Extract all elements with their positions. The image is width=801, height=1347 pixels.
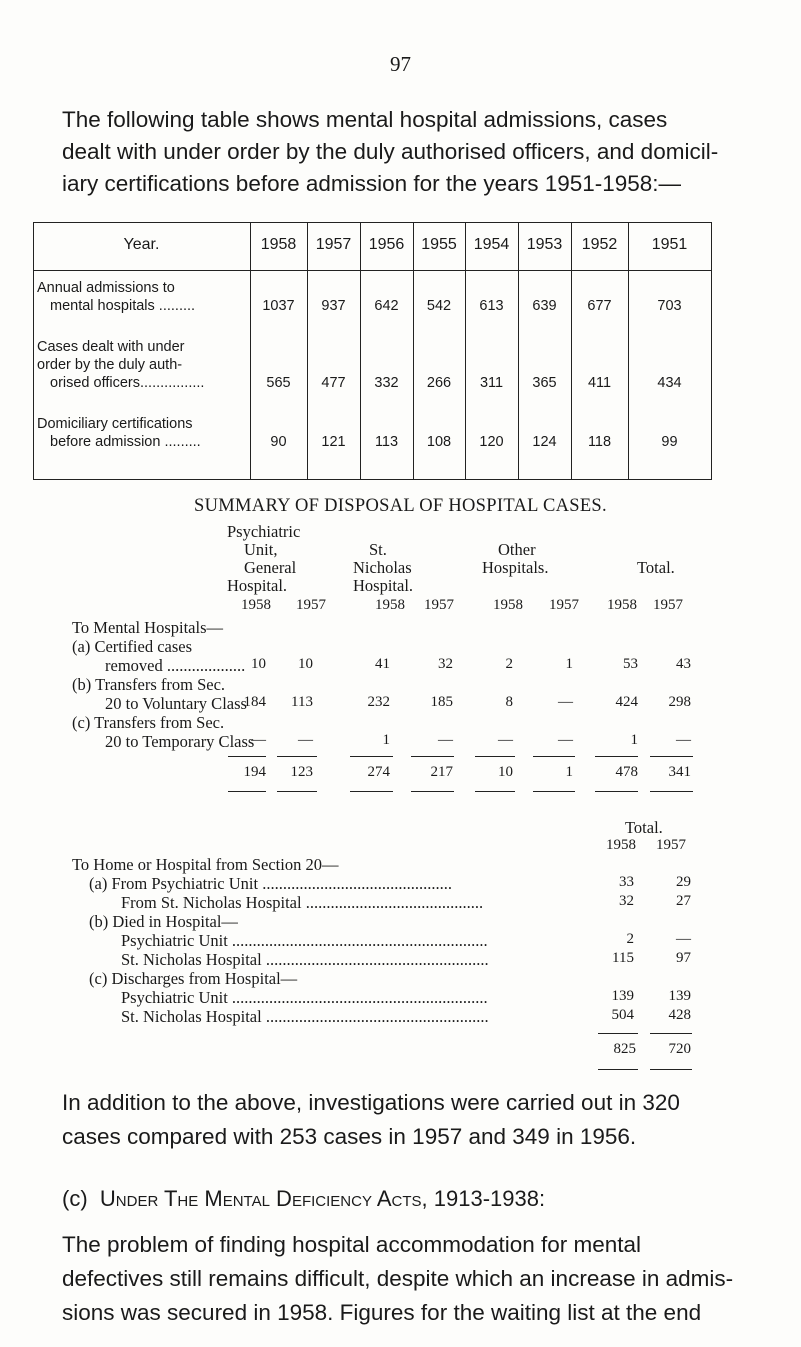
summary-cell: 2 [505,656,513,672]
summary-cell: 1 [565,656,573,672]
summary-cell: 32 [438,656,453,672]
year-header: 1951 [651,236,688,253]
intro-line: iary certifications before admission for the years 1951-1958:— [62,171,682,196]
table-header-year: Year. [123,236,160,253]
summary-total: 1 [565,764,573,780]
home-year-header: 1958 [606,837,636,853]
deficiency-paragraph [62,1228,752,1330]
table-cell: 542 [426,298,452,314]
home-row-label: (b) Died in Hospital— [89,912,238,931]
summary-cell: 1 [382,732,390,748]
para-line: cases compared with 253 cases in 1957 and 349 in 1956. [62,1124,637,1149]
table-cell: 365 [532,375,557,391]
admissions-table [33,222,711,480]
home-row-label: (a) From Psychiatric Unit .............................................. [89,874,452,893]
home-cell: — [676,931,691,947]
summary-cell: 298 [668,694,691,710]
table-header-rule [33,270,711,271]
summary-cell: 8 [505,694,513,710]
summary-cell: — [676,732,691,748]
table-cell: 332 [374,375,399,391]
summary-cell: 10 [298,656,313,672]
home-rule [650,1033,692,1034]
sum-rule [595,791,638,792]
home-rule [598,1069,638,1070]
summary-total: 10 [498,764,513,780]
para-line: sions was secured in 1958. Figures for the waiting list at the end [62,1300,702,1325]
home-year-header: 1957 [656,837,686,853]
col-group-header: General [244,558,297,577]
home-row-label: (c) Discharges from Hospital— [89,969,298,988]
year-header: 1957 [315,236,352,253]
summary-cell: 232 [367,694,390,710]
sum-rule [411,791,454,792]
summary-row-label: removed ................... [105,656,246,675]
summary-year-header: 1957 [549,597,579,613]
table-border-left [33,222,34,480]
year-header: 1952 [581,236,618,253]
row-label: Cases dealt with under [37,339,185,355]
summary-row-label: (a) Certified cases [72,637,193,656]
investigation-paragraph [62,1086,752,1154]
summary-total: 217 [430,764,453,780]
summary-total: 341 [668,764,691,780]
table-cell: 113 [374,434,399,450]
home-cell: 504 [586,1007,634,1024]
sum-rule [595,756,638,757]
intro-line: The following table shows mental hospital admissions, cases [62,107,668,132]
para-line: In addition to the above, investigations were carried out in 320 [62,1090,680,1115]
sum-rule [475,756,515,757]
home-cell: 2 [586,931,634,948]
heading-prefix: (c) [62,1186,88,1211]
home-total: 720 [668,1041,691,1057]
table-bottom-rule [33,479,711,480]
home-row-label: From St. Nicholas Hospital ........................................... [121,893,484,912]
page-number: 97 [390,52,411,76]
sum-rule [228,756,266,757]
table-cell: 124 [532,434,557,450]
table-cell: 642 [374,298,399,314]
summary-row-label: 20 to Voluntary Class [105,694,247,713]
year-header: 1953 [526,236,563,253]
summary-cell: — [438,732,453,748]
summary-total: 478 [615,764,638,780]
summary-total: 274 [367,764,390,780]
col-group-header: Hospital. [353,576,414,595]
table-border-right [711,222,712,480]
home-rule [650,1069,692,1070]
table-cell: 120 [479,434,504,450]
summary-cell: — [298,732,313,748]
summary-year-header: 1958 [607,597,637,613]
col-group-header: Hospitals. [482,558,549,577]
row-label: Annual admissions to [37,280,175,296]
summary-year-header: 1958 [493,597,523,613]
home-cell: 139 [668,988,691,1004]
col-group-header: Hospital. [227,576,288,595]
summary-row-label: (b) Transfers from Sec. [72,675,226,694]
summary-cell: 113 [291,694,313,710]
table-cell: 639 [532,298,557,314]
col-group-header: Other [498,540,536,559]
sum-rule [533,756,575,757]
home-cell: 428 [668,1007,691,1023]
row-label: mental hospitals ......... [50,298,196,314]
sum-rule [533,791,575,792]
table-cell: 477 [321,375,346,391]
summary-cell: — [498,732,513,748]
col-group-header: Total. [637,558,675,577]
summary-year-header: 1957 [296,597,326,613]
summary-cell: 10 [251,656,266,672]
table-cell: 266 [426,375,452,391]
summary-year-header: 1957 [653,597,683,613]
sum-rule [350,791,393,792]
table-cell: 90 [270,434,287,450]
summary-total: 123 [290,764,313,780]
section-heading [62,1186,545,1212]
table-cell: 1037 [262,298,295,314]
table-cell: 937 [321,298,346,314]
col-group-header: Psychiatric [227,522,301,541]
summary-cell: 185 [430,694,453,710]
home-total-header: Total. [625,818,663,837]
summary-title: SUMMARY OF DISPOSAL OF HOSPITAL CASES. [194,496,607,516]
home-total: 825 [613,1041,636,1057]
home-cell: 115 [586,950,634,967]
home-cell: 139 [586,988,634,1005]
year-header: 1956 [368,236,405,253]
row-label: before admission ......... [50,434,201,450]
year-header: 1954 [473,236,510,253]
row-label: order by the duly auth- [37,357,183,373]
row-label: Domiciliary certifications [37,416,193,432]
summary-cell: 41 [375,656,390,672]
sum-rule [277,756,317,757]
table-cell: 121 [321,434,346,450]
home-cell: 32 [586,893,634,910]
sum-rule [350,756,393,757]
summary-row-label: 20 to Temporary Class [105,732,255,751]
home-row-label: St. Nicholas Hospital ...................................................... [121,950,489,969]
col-group-header: St. [369,540,387,559]
summary-total: 194 [243,764,266,780]
summary-cell: 424 [615,694,638,710]
home-section-label: To Home or Hospital from Section 20— [72,855,339,874]
summary-year-header: 1957 [424,597,454,613]
intro-paragraph [62,104,742,200]
table-cell: 411 [587,375,612,391]
summary-section-label: To Mental Hospitals— [72,618,223,637]
table-cell: 434 [657,375,682,391]
summary-row-label: (c) Transfers from Sec. [72,713,225,732]
table-cell: 99 [661,434,678,450]
table-cell: 311 [479,375,504,391]
sum-rule [228,791,266,792]
summary-cell: — [251,732,266,748]
intro-line: dealt with under order by the duly authorised officers, and domicil- [62,139,719,164]
summary-cell: — [558,694,573,710]
home-cell: 29 [676,874,691,890]
home-cell: 33 [586,874,634,891]
heading-title: Under The Mental Deficiency Acts, 1913-1938: [99,1186,546,1211]
summary-cell: 53 [623,656,638,672]
table-cell: 703 [657,298,682,314]
table-cell: 565 [266,375,291,391]
home-cell: 97 [676,950,691,966]
home-row-label: Psychiatric Unit .............................................................. [121,931,488,950]
table-top-rule [33,222,711,223]
sum-rule [475,791,515,792]
para-line: The problem of finding hospital accommodation for mental [62,1232,642,1257]
summary-cell: 1 [630,732,638,748]
sum-rule [277,791,317,792]
col-group-header: Unit, [244,540,278,559]
summary-year-header: 1958 [241,597,271,613]
home-row-label: St. Nicholas Hospital ...................................................... [121,1007,489,1026]
summary-cell: — [558,732,573,748]
sum-rule [650,756,693,757]
sum-rule [650,791,693,792]
row-label: orised officers................ [50,375,205,391]
home-cell: 27 [676,893,691,909]
summary-year-header: 1958 [375,597,405,613]
year-header: 1958 [260,236,297,253]
table-cell: 613 [479,298,504,314]
home-row-label: Psychiatric Unit .............................................................. [121,988,488,1007]
summary-cell: 43 [676,656,691,672]
col-group-header: Nicholas [353,558,412,577]
year-header: 1955 [421,236,457,253]
home-rule [598,1033,638,1034]
table-cell: 118 [587,434,612,450]
para-line: defectives still remains difficult, despite which an increase in admis- [62,1266,734,1291]
summary-cell: 184 [243,694,266,710]
sum-rule [411,756,454,757]
table-cell: 108 [426,434,452,450]
table-cell: 677 [587,298,612,314]
